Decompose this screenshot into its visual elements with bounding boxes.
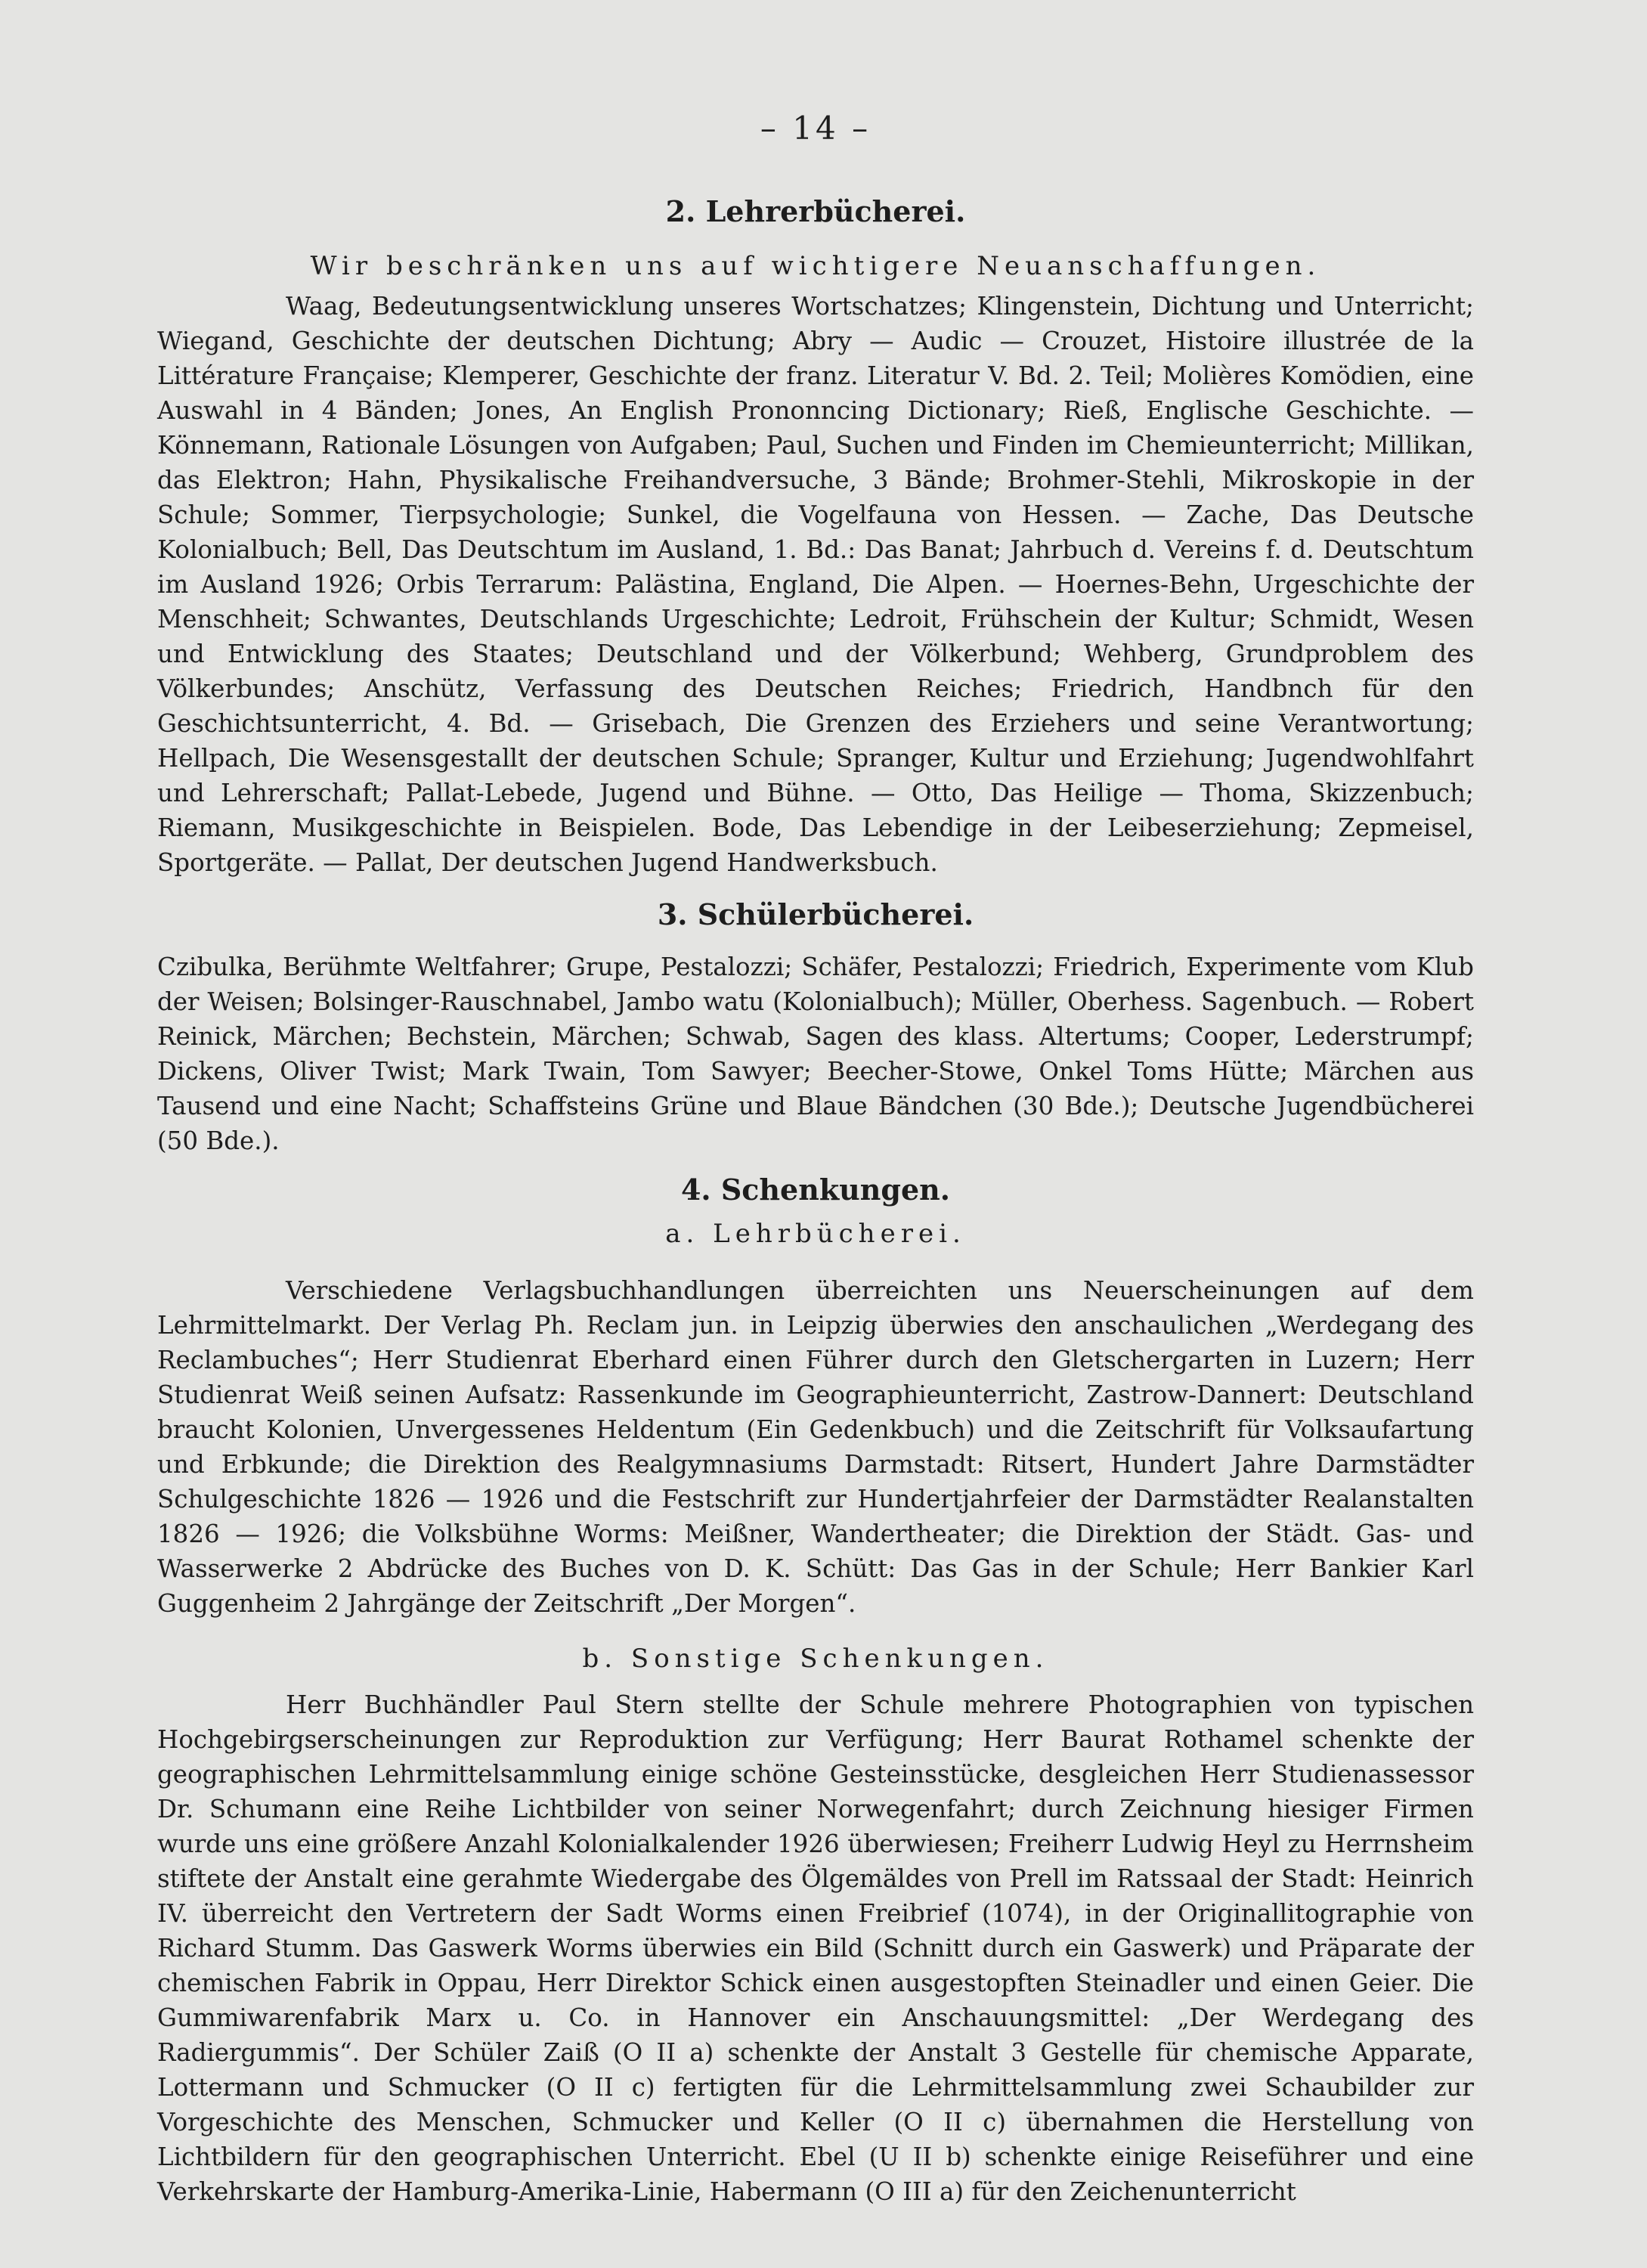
section-heading-lehrerbuecherei: 2. Lehrerbücherei.: [665, 194, 966, 228]
document-page: [157, 106, 1474, 2238]
section-subheading-lehrerbuecherei: Wir beschränken uns auf wichtigere Neuanschaffungen.: [310, 251, 1321, 281]
page-number: – 14 –: [760, 110, 871, 147]
section-schuelerbuecherei: [157, 894, 1474, 1158]
section-heading-schenkungen: 4. Schenkungen.: [680, 1173, 951, 1207]
paragraph-schuelerbuecherei: Czibulka, Berühmte Weltfahrer; Grupe, Pestalozzi; Schäfer, Pestalozzi; Friedrich, Experimente vom Klub der Weisen; Bolsinger-Rauschnabel, Jambo watu (Kolonialbuch); Müller, Oberhess. Sagenbuch. — Robert Reinick, Märchen; Bechstein, Märchen; Schwab, Sagen des klass. Altertums; Cooper, Lederstrumpf; Dickens, Oliver Twist; Mark Twain, Tom Sawyer; Beecher-Stowe, Onkel Toms Hütte; Märchen aus Tausend und eine Nacht; Schaffsteins Grüne und Blaue Bändchen (30 Bde.); Deutsche Jugendbücherei (50 Bde.).: [157, 953, 1474, 1155]
subsection-heading-lehrbuecherei: a. Lehrbücherei.: [665, 1219, 966, 1249]
subsection-heading-sonstige-schenkungen: b. Sonstige Schenkungen.: [582, 1644, 1049, 1674]
paragraph-sonstige-schenkungen: Herr Buchhändler Paul Stern stellte der Schule mehrere Photographien von typischen Hochgebirgserscheinungen zur Reproduktion zur Verfügung; Herr Baurat Rothamel schenkte der geographischen Lehrmittelsammlung einige schöne Gesteinsstücke, desgleichen Herr Studienassessor Dr. Schumann eine Reihe Lichtbilder von seiner Norwegenfahrt; durch Zeichnung hiesiger Firmen wurde uns eine größere Anzahl Kolonialkalender 1926 überwiesen; Freiherr Ludwig Heyl zu Herrnsheim stiftete der Anstalt eine gerahmte Wiedergabe des Ölgemäldes von Prell im Ratssaal der Stadt: Heinrich IV. überreicht den Vertretern der Sadt Worms einen Freibrief (1074), in der Originallitographie von Richard Stumm. Das Gaswerk Worms überwies ein Bild (Schnitt durch ein Gaswerk) und Präparate der chemischen Fabrik in Oppau, Herr Direktor Schick einen ausgestopften Steinadler und einen Geier. Die Gummiwarenfabrik Marx u. Co. in Hannover ein Anschauungsmittel: „Der Werdegang des Radiergummis“. Der Schüler Zaiß (O II a) schenkte der Anstalt 3 Gestelle für chemische Apparate, Lottermann und Schmucker (O II c) fertigten für die Lehrmittelsammlung zwei Schaubilder zur Vorgeschichte des Menschen, Schmucker und Keller (O II c) übernahmen die Herstellung von Lichtbildern für den geographischen Unterricht. Ebel (U II b) schenkte einige Reiseführer und eine Verkehrskarte der Hamburg-Amerika-Linie, Habermann (O III a) für den Zeichenunterricht: [157, 1690, 1474, 2206]
section-heading-schuelerbuecherei: 3. Schülerbücherei.: [657, 897, 974, 931]
section-lehrerbuecherei: [157, 191, 1474, 880]
section-schenkungen: [157, 1169, 1474, 2209]
paragraph-lehrerbuecherei: Waag, Bedeutungsentwicklung unseres Wortschatzes; Klingenstein, Dichtung und Unterricht; Wiegand, Geschichte der deutschen Dichtung; Abry — Audic — Crouzet, Histoire illustrée de la Littérature Française; Klemperer, Geschichte der franz. Literatur V. Bd. 2. Teil; Molières Komödien, eine Auswahl in 4 Bänden; Jones, An English Prononncing Dictionary; Rieß, Englische Geschichte. — Könnemann, Rationale Lösungen von Aufgaben; Paul, Suchen und Finden im Chemieunterricht; Millikan, das Elektron; Hahn, Physikalische Freihandversuche, 3 Bände; Brohmer-Stehli, Mikroskopie in der Schule; Sommer, Tierpsychologie; Sunkel, die Vogelfauna von Hessen. — Zache, Das Deutsche Kolonialbuch; Bell, Das Deutschtum im Ausland, 1. Bd.: Das Banat; Jahrbuch d. Vereins f. d. Deutschtum im Ausland 1926; Orbis Terrarum: Palästina, England, Die Alpen. — Hoernes-Behn, Urgeschichte der Menschheit; Schwantes, Deutschlands Urgeschichte; Ledroit, Frühschein der Kultur; Schmidt, Wesen und Entwicklung des Staates; Deutschland und der Völkerbund; Wehberg, Grundproblem des Völkerbundes; Anschütz, Verfassung des Deutschen Reiches; Friedrich, Handbnch für den Geschichtsunterricht, 4. Bd. — Grisebach, Die Grenzen des Erziehers und seine Verantwortung; Hellpach, Die Wesensgestallt der deutschen Schule; Spranger, Kultur und Erziehung; Jugendwohlfahrt und Lehrerschaft; Pallat-Lebede, Jugend und Bühne. — Otto, Das Heilige — Thoma, Skizzenbuch; Riemann, Musikgeschichte in Beispielen. Bode, Das Lebendige in der Leibeserziehung; Zepmeisel, Sportgeräte. — Pallat, Der deutschen Jugend Handwerksbuch.: [157, 292, 1474, 877]
paragraph-lehrbuecherei: Verschiedene Verlagsbuchhandlungen überreichten uns Neuerscheinungen auf dem Lehrmittelmarkt. Der Verlag Ph. Reclam jun. in Leipzig überwies den anschaulichen „Werdegang des Reclambuches“; Herr Studienrat Eberhard einen Führer durch den Gletschergarten in Luzern; Herr Studienrat Weiß seinen Aufsatz: Rassenkunde im Geographieunterricht, Zastrow-Dannert: Deutschland braucht Kolonien, Unvergessenes Heldentum (Ein Gedenkbuch) und die Zeitschrift für Volksaufartung und Erbkunde; die Direktion des Realgymnasiums Darmstadt: Ritsert, Hundert Jahre Darmstädter Schulgeschichte 1826 — 1926 und die Festschrift zur Hundertjahrfeier der Darmstädter Realanstalten 1826 — 1926; die Volksbühne Worms: Meißner, Wandertheater; die Direktion der Städt. Gas- und Wasserwerke 2 Abdrücke des Buches von D. K. Schütt: Das Gas in der Schule; Herr Bankier Karl Guggenheim 2 Jahrgänge der Zeitschrift „Der Morgen“.: [157, 1276, 1474, 1618]
